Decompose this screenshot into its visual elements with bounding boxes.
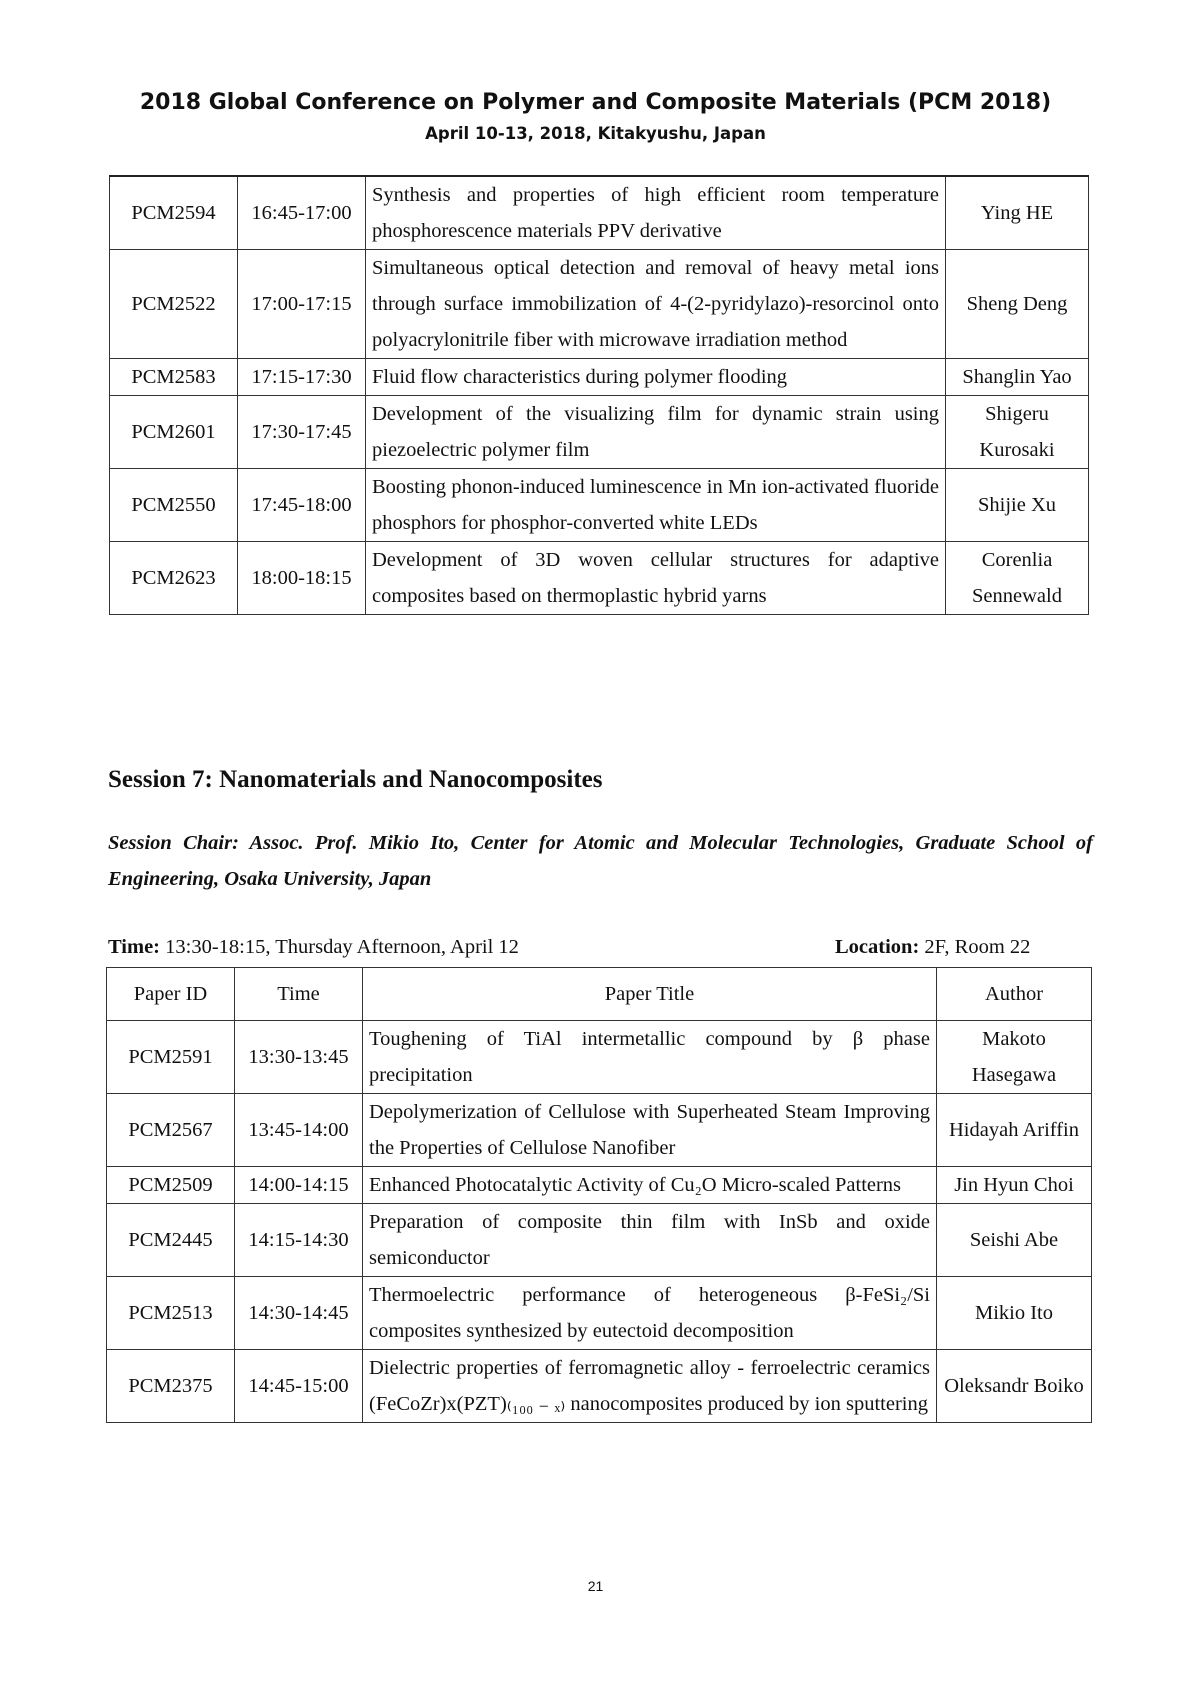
paper-author: Mikio Ito bbox=[937, 1277, 1092, 1350]
column-header-time: Time bbox=[235, 968, 363, 1021]
table-row bbox=[107, 1021, 1092, 1094]
table-row bbox=[107, 1277, 1092, 1350]
paper-title: Fluid flow characteristics during polymer flooding bbox=[366, 359, 946, 396]
table-row bbox=[110, 250, 1089, 359]
paper-id: PCM2583 bbox=[110, 359, 238, 396]
session-title: Session 7: Nanomaterials and Nanocomposites bbox=[108, 766, 603, 793]
table-row bbox=[110, 176, 1089, 250]
paper-id: PCM2623 bbox=[110, 542, 238, 615]
paper-author: Seishi Abe bbox=[937, 1204, 1092, 1277]
session-chair: Session Chair: Assoc. Prof. Mikio Ito, Center for Atomic and Molecular Technologies, Graduate School of Engineering, Osaka University, Japan bbox=[108, 832, 1093, 890]
table-row bbox=[107, 1350, 1092, 1423]
table-row bbox=[110, 359, 1089, 396]
paper-time: 13:45-14:00 bbox=[235, 1094, 363, 1167]
paper-author: Shanglin Yao bbox=[946, 359, 1089, 396]
paper-title: Development of 3D woven cellular structures for adaptive composites based on thermoplastic hybrid yarns bbox=[366, 542, 946, 615]
paper-id: PCM2567 bbox=[107, 1094, 235, 1167]
paper-author: Makoto Hasegawa bbox=[937, 1021, 1092, 1094]
paper-time: 14:45-15:00 bbox=[235, 1350, 363, 1423]
paper-title: Boosting phonon-induced luminescence in Mn ion-activated fluoride phosphors for phosphor-converted white LEDs bbox=[366, 469, 946, 542]
paper-title: Toughening of TiAl intermetallic compound by β phase precipitation bbox=[363, 1021, 937, 1094]
table-row bbox=[107, 1167, 1092, 1204]
paper-time: 17:15-17:30 bbox=[238, 359, 366, 396]
paper-id: PCM2375 bbox=[107, 1350, 235, 1423]
location-label: Location: bbox=[835, 936, 920, 958]
column-header-paper-id: Paper ID bbox=[107, 968, 235, 1021]
paper-id: PCM2509 bbox=[107, 1167, 235, 1204]
paper-id: PCM2591 bbox=[107, 1021, 235, 1094]
paper-title: Synthesis and properties of high efficient room temperature phosphorescence materials PPV derivative bbox=[366, 176, 946, 250]
paper-time: 17:30-17:45 bbox=[238, 396, 366, 469]
paper-author: Oleksandr Boiko bbox=[937, 1350, 1092, 1423]
column-header-paper-title: Paper Title bbox=[363, 968, 937, 1021]
paper-time: 14:30-14:45 bbox=[235, 1277, 363, 1350]
table-row bbox=[110, 469, 1089, 542]
time-value: 13:30-18:15, Thursday Afternoon, April 12 bbox=[165, 936, 519, 958]
paper-author: Ying HE bbox=[946, 176, 1089, 250]
paper-title: Simultaneous optical detection and removal of heavy metal ions through surface immobilization of 4-(2-pyridylazo)-resorcinol onto polyacrylonitrile fiber with microwave irradiation method bbox=[366, 250, 946, 359]
table-row bbox=[110, 396, 1089, 469]
conference-title: 2018 Global Conference on Polymer and Composite Materials (PCM 2018) bbox=[139, 90, 1052, 115]
paper-id: PCM2445 bbox=[107, 1204, 235, 1277]
paper-title: Development of the visualizing film for dynamic strain using piezoelectric polymer film bbox=[366, 396, 946, 469]
paper-author: Hidayah Ariffin bbox=[937, 1094, 1092, 1167]
paper-id: PCM2513 bbox=[107, 1277, 235, 1350]
paper-id: PCM2522 bbox=[110, 250, 238, 359]
paper-author: Corenlia Sennewald bbox=[946, 542, 1089, 615]
paper-time: 14:00-14:15 bbox=[235, 1167, 363, 1204]
session-time bbox=[108, 936, 519, 959]
time-label: Time: bbox=[108, 936, 161, 958]
table-row bbox=[107, 1204, 1092, 1277]
paper-title: Enhanced Photocatalytic Activity of Cu₂O Micro-scaled Patterns bbox=[363, 1167, 937, 1204]
paper-id: PCM2601 bbox=[110, 396, 238, 469]
paper-id: PCM2594 bbox=[110, 176, 238, 250]
location-value: 2F, Room 22 bbox=[924, 936, 1031, 958]
page-number: 21 bbox=[587, 1578, 604, 1594]
paper-time: 16:45-17:00 bbox=[238, 176, 366, 250]
session6-continued-table bbox=[109, 175, 1089, 615]
column-header-author: Author bbox=[937, 968, 1092, 1021]
table-row bbox=[110, 542, 1089, 615]
paper-author: Sheng Deng bbox=[946, 250, 1089, 359]
paper-time: 18:00-18:15 bbox=[238, 542, 366, 615]
paper-author: Jin Hyun Choi bbox=[937, 1167, 1092, 1204]
table-header-row bbox=[107, 968, 1092, 1021]
session7-table bbox=[106, 967, 1092, 1423]
paper-title: Depolymerization of Cellulose with Superheated Steam Improving the Properties of Cellulose Nanofiber bbox=[363, 1094, 937, 1167]
paper-title: Preparation of composite thin film with InSb and oxide semiconductor bbox=[363, 1204, 937, 1277]
session-location bbox=[835, 936, 1030, 959]
paper-title: Thermoelectric performance of heterogeneous β-FeSi₂/Si composites synthesized by eutectoid decomposition bbox=[363, 1277, 937, 1350]
conference-dates: April 10-13, 2018, Kitakyushu, Japan bbox=[425, 124, 766, 143]
paper-time: 14:15-14:30 bbox=[235, 1204, 363, 1277]
paper-author: Shijie Xu bbox=[946, 469, 1089, 542]
paper-time: 17:00-17:15 bbox=[238, 250, 366, 359]
paper-time: 13:30-13:45 bbox=[235, 1021, 363, 1094]
paper-title: Dielectric properties of ferromagnetic alloy - ferroelectric ceramics (FeCoZr)x(PZT)₍₁₀₀ ₋ ₓ₎ nanocomposites produced by ion sputtering bbox=[363, 1350, 937, 1423]
paper-author: Shigeru Kurosaki bbox=[946, 396, 1089, 469]
table-row bbox=[107, 1094, 1092, 1167]
paper-id: PCM2550 bbox=[110, 469, 238, 542]
paper-time: 17:45-18:00 bbox=[238, 469, 366, 542]
